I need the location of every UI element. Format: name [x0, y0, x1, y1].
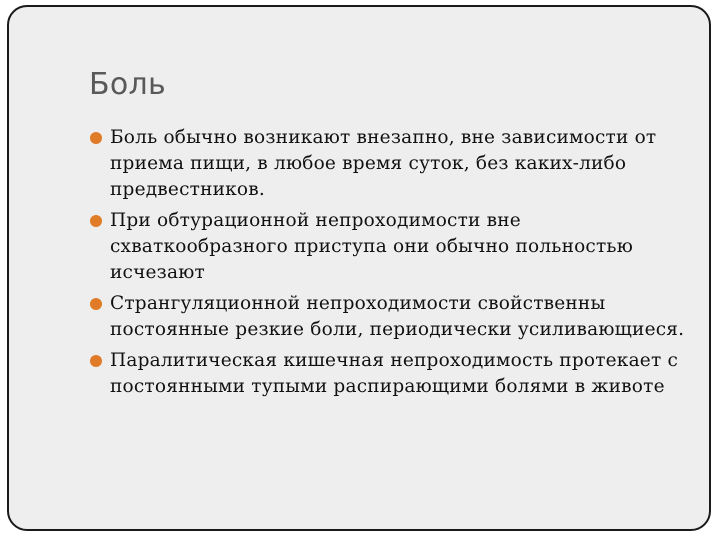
- bullet-item: [89, 291, 689, 343]
- bullet-item: [89, 125, 689, 203]
- slide-title: Боль: [89, 67, 166, 102]
- bullet-text: Паралитическая кишечная непроходимость протекает с постоянными тупыми распирающими болями в животе: [110, 350, 679, 397]
- bullet-item: [89, 208, 689, 286]
- bullet-item: [89, 348, 689, 400]
- bullet-dot-icon: [90, 132, 102, 144]
- bullet-list: [89, 125, 689, 405]
- bullet-dot-icon: [90, 215, 102, 227]
- bullet-dot-icon: [90, 355, 102, 367]
- bullet-dot-icon: [90, 298, 102, 310]
- slide-frame: [7, 5, 711, 531]
- bullet-text: Странгуляционной непроходимости свойственны постоянные резкие боли, периодически усиливающиеся.: [110, 293, 685, 340]
- bullet-text: Боль обычно возникают внезапно, вне зависимости от приема пищи, в любое время суток, без каких-либо предвестников.: [110, 127, 657, 200]
- bullet-text: При обтурационной непроходимости вне схваткообразного приступа они обычно польностью исчезают: [110, 210, 634, 283]
